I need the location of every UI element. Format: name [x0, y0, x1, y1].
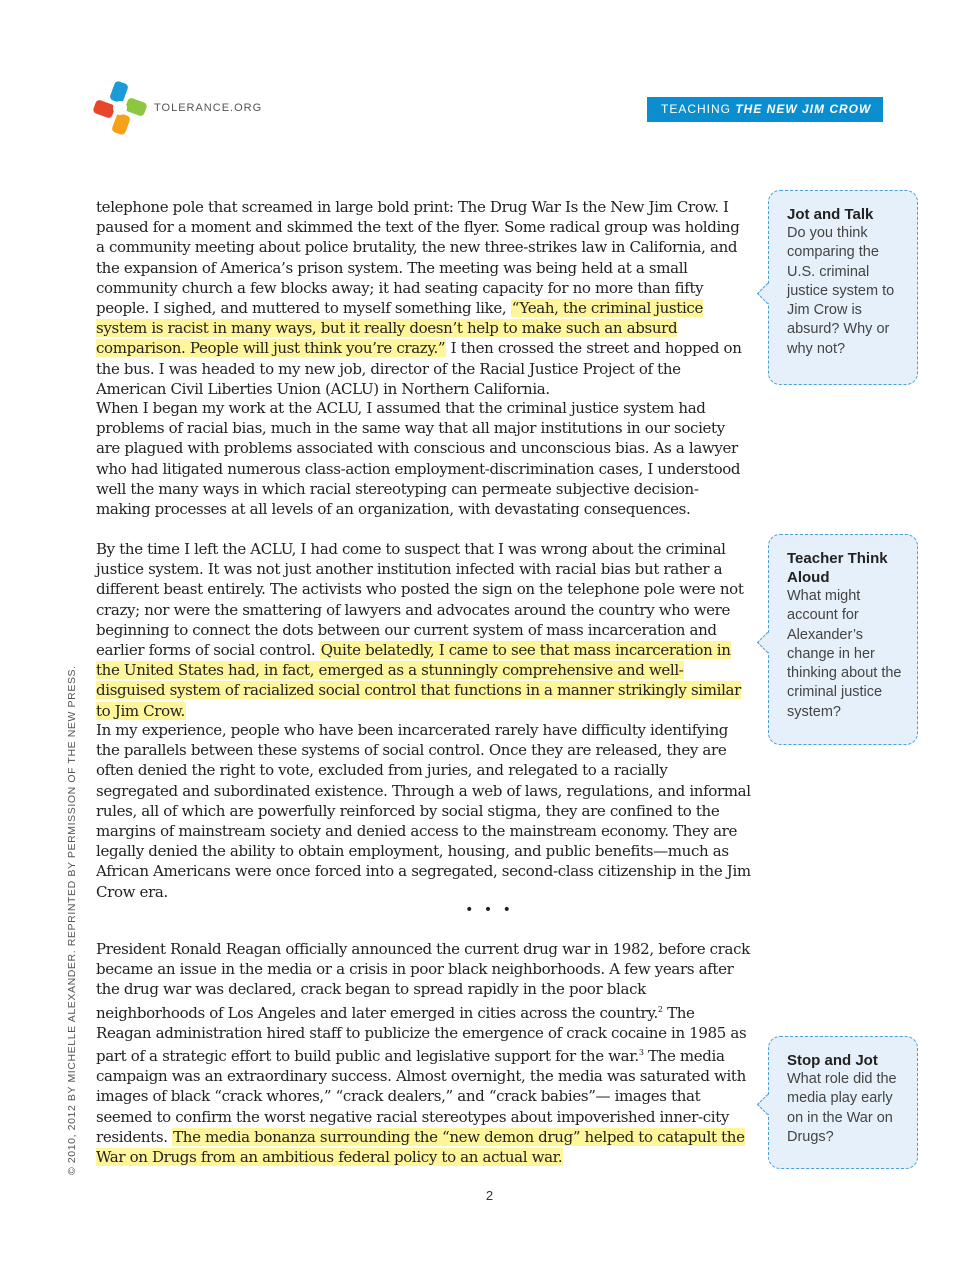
text-span: In my experience, people who have been incarcerated rarely have difficulty identifying the parallels between these systems of social control. Once they are released, they are often denied the right to vote, excluded from juries, and relegated to a racially segregated and subordinated existence. Through a web of laws, regulations, and informal rules, all of which are powerfully reinforced by social stigma, they are confined to the margins of mainstream society and denied access to the mainstream economy. They are legally denied the ability to obtain employment, housing, and public benefits—much as African Americans were once forced into a segregated, second-class citizenship in the Jim Crow era. — [96, 721, 751, 901]
text-span: I then crossed the street and hopped on the bus. I was headed to my new job, director of the Racial Justice Project of the American Civil Liberties Union (ACLU) in Northern California. — [96, 339, 742, 398]
sidebar-question: What might account for Alexander’s change in her thinking about the criminal justice system? — [787, 588, 902, 720]
sidebar-title: Jot and Talk — [787, 206, 874, 223]
sidebar-teacher-think-aloud — [768, 534, 918, 745]
sidebar-title: Teacher Think Aloud — [787, 550, 888, 586]
sidebar-question: What role did the media play early on in the War on Drugs? — [787, 1071, 897, 1145]
logo-text: TOLERANCE.ORG — [154, 102, 263, 114]
sidebar-title: Stop and Jot — [787, 1052, 878, 1069]
footnote-ref[interactable]: 2 — [657, 1004, 663, 1014]
text-span: The Reagan administration hired staff to publicize the emergence of crack cocaine in 1985 as part of a strategic effort to build public and legislative support for the war. — [96, 1003, 747, 1066]
paragraph-5 — [96, 939, 752, 1167]
page-number: 2 — [485, 1188, 494, 1203]
paragraph-2 — [96, 398, 752, 519]
callout-tail — [757, 632, 778, 653]
highlight: Quite belatedly, I came to see that mass incarceration in the United States had, in fact, emerged as a stunningly comprehensive and well-disguised system of racialized social control that functions in a manner strikingly similar to Jim Crow. — [96, 641, 741, 720]
paragraph-4 — [96, 720, 752, 902]
copyright-credit: © 2010, 2012 BY MICHELLE ALEXANDER. REPRINTED BY PERMISSION OF THE NEW PRESS. — [66, 665, 78, 1175]
callout-tail — [757, 1094, 778, 1115]
text-span: By the time I left the ACLU, I had come to suspect that I was wrong about the criminal justice system. It was not just another institution infected with racial bias but rather a different beast entirely. The activists who posted the sign on the telephone pole were not crazy; nor were the smattering of lawyers and advocates around the country who were beginning to connect the dots between our current system of mass incarceration and earlier forms of social control. — [96, 540, 744, 660]
callout-tail — [757, 283, 778, 304]
header-banner — [647, 97, 883, 122]
text-span: The media campaign was an extraordinary success. Almost overnight, the media was saturated with images of black “crack whores,” “crack dealers,” and “crack babies”— images that seemed to confirm the worst negative racial stereotypes about impoverished inner-city residents. — [96, 1047, 746, 1146]
sidebar-jot-and-talk — [768, 190, 918, 385]
sidebar-stop-and-jot — [768, 1036, 918, 1169]
highlight: The media bonanza surrounding the “new demon drug” helped to catapult the War on Drugs from an ambitious federal policy to an actual war. — [96, 1127, 745, 1167]
paragraph-3 — [96, 539, 752, 721]
highlight: “Yeah, the criminal justice system is racist in many ways, but it really doesn’t help to make such an absurd comparison. People will just think you’re crazy.” — [96, 299, 703, 358]
paragraph-1 — [96, 197, 752, 399]
text-span: President Ronald Reagan officially announced the current drug war in 1982, before crack became an issue in the media or a crisis in poor black neighborhoods. A few years after the drug war was declared, crack began to spread rapidly in the poor black neighborhoods of Los Angeles and later emerged in cities across the country. — [96, 940, 750, 1022]
banner-prefix: TEACHING — [661, 102, 736, 116]
sidebar-question: Do you think comparing the U.S. criminal justice system to Jim Crow is absurd? Why or why not? — [787, 225, 895, 357]
text-span: When I began my work at the ACLU, I assumed that the criminal justice system had problems of racial bias, much in the same way that all major institutions in our society are plagued with problems associated with conscious and unconscious bias. As a lawyer who had litigated numerous class-action employment-discrimination cases, I understood well the many ways in which racial stereotyping can permeate subjective decision-making processes at all levels of an organization, with devastating consequences. — [96, 399, 741, 519]
hands-logo-icon — [92, 80, 148, 136]
tolerance-logo[interactable] — [92, 80, 292, 140]
text-span: telephone pole that screamed in large bold print: The Drug War Is the New Jim Crow. I paused for a moment and skimmed the text of the flyer. Some radical group was holding a community meeting about police brutality, the new three-strikes law in California, and the expansion of America’s prison system. The meeting was being held at a small community church a few blocks away; it had seating capacity for no more than fifty people. I sighed, and muttered to myself something like, — [96, 198, 740, 318]
section-break: • • • — [465, 902, 514, 918]
footnote-ref[interactable]: 3 — [638, 1048, 644, 1058]
banner-title: THE NEW JIM CROW — [735, 102, 872, 116]
